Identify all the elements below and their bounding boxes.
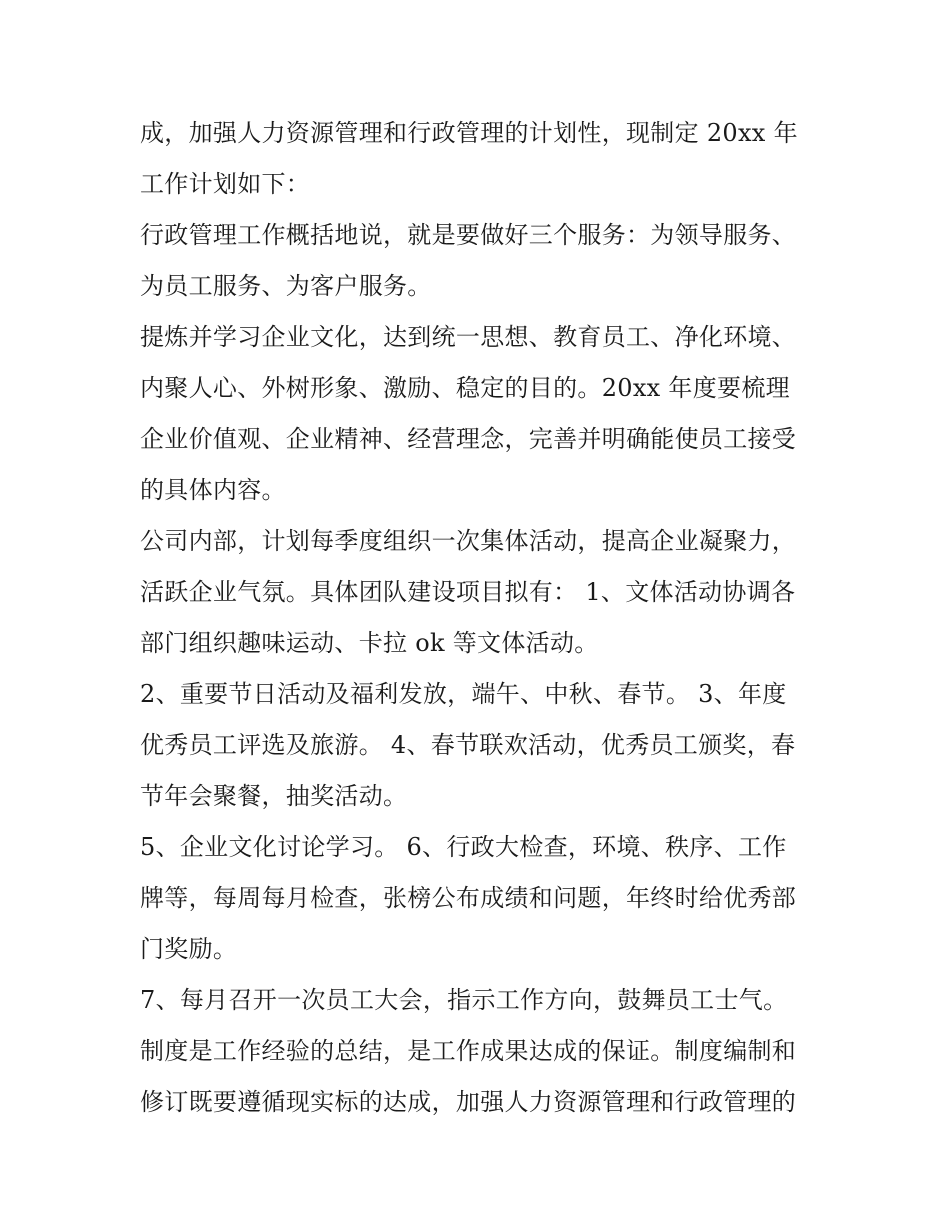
document-body (140, 108, 820, 1128)
text-line: 工作计划如下： (140, 170, 311, 198)
text-line: 企业价值观、企业精神、经营理念，完善并明确能使员工接受 (140, 425, 797, 453)
text-line: 牌等，每周每月检查，张榜公布成绩和问题，年终时给优秀部 (140, 884, 797, 912)
text-line: 7、每月召开一次员工大会，指示工作方向，鼓舞员工士气。 (140, 986, 788, 1014)
text-line: 提炼并学习企业文化，达到统一思想、教育员工、净化环境、 (140, 323, 797, 351)
text-line: 门奖励。 (140, 935, 238, 963)
text-line: 制度是工作经验的总结，是工作成果达成的保证。制度编制和 (140, 1037, 797, 1065)
text-line: 内聚人心、外树形象、激励、稳定的目的。20xx 年度要梳理 (140, 374, 790, 402)
text-line: 活跃企业气氛。具体团队建设项目拟有： 1、文体活动协调各 (140, 578, 796, 606)
text-line: 部门组织趣味运动、卡拉 ok 等文体活动。 (140, 629, 599, 657)
text-line: 公司内部，计划每季度组织一次集体活动，提高企业凝聚力， (140, 527, 797, 555)
text-line: 修订既要遵循现实标的达成，加强人力资源管理和行政管理的 (140, 1088, 797, 1116)
text-line: 为员工服务、为客户服务。 (140, 272, 432, 300)
text-line: 5、企业文化讨论学习。 6、行政大检查，环境、秩序、工作 (140, 833, 787, 861)
text-line: 优秀员工评选及旅游。 4、春节联欢活动，优秀员工颁奖，春 (140, 731, 796, 759)
text-line: 成，加强人力资源管理和行政管理的计划性，现制定 20xx 年 (140, 119, 798, 147)
text-line: 节年会聚餐，抽奖活动。 (140, 782, 408, 810)
text-line: 2、重要节日活动及福利发放，端午、中秋、春节。 3、年度 (140, 680, 787, 708)
text-line: 的具体内容。 (140, 476, 286, 504)
text-line: 行政管理工作概括地说，就是要做好三个服务：为领导服务、 (140, 221, 797, 249)
